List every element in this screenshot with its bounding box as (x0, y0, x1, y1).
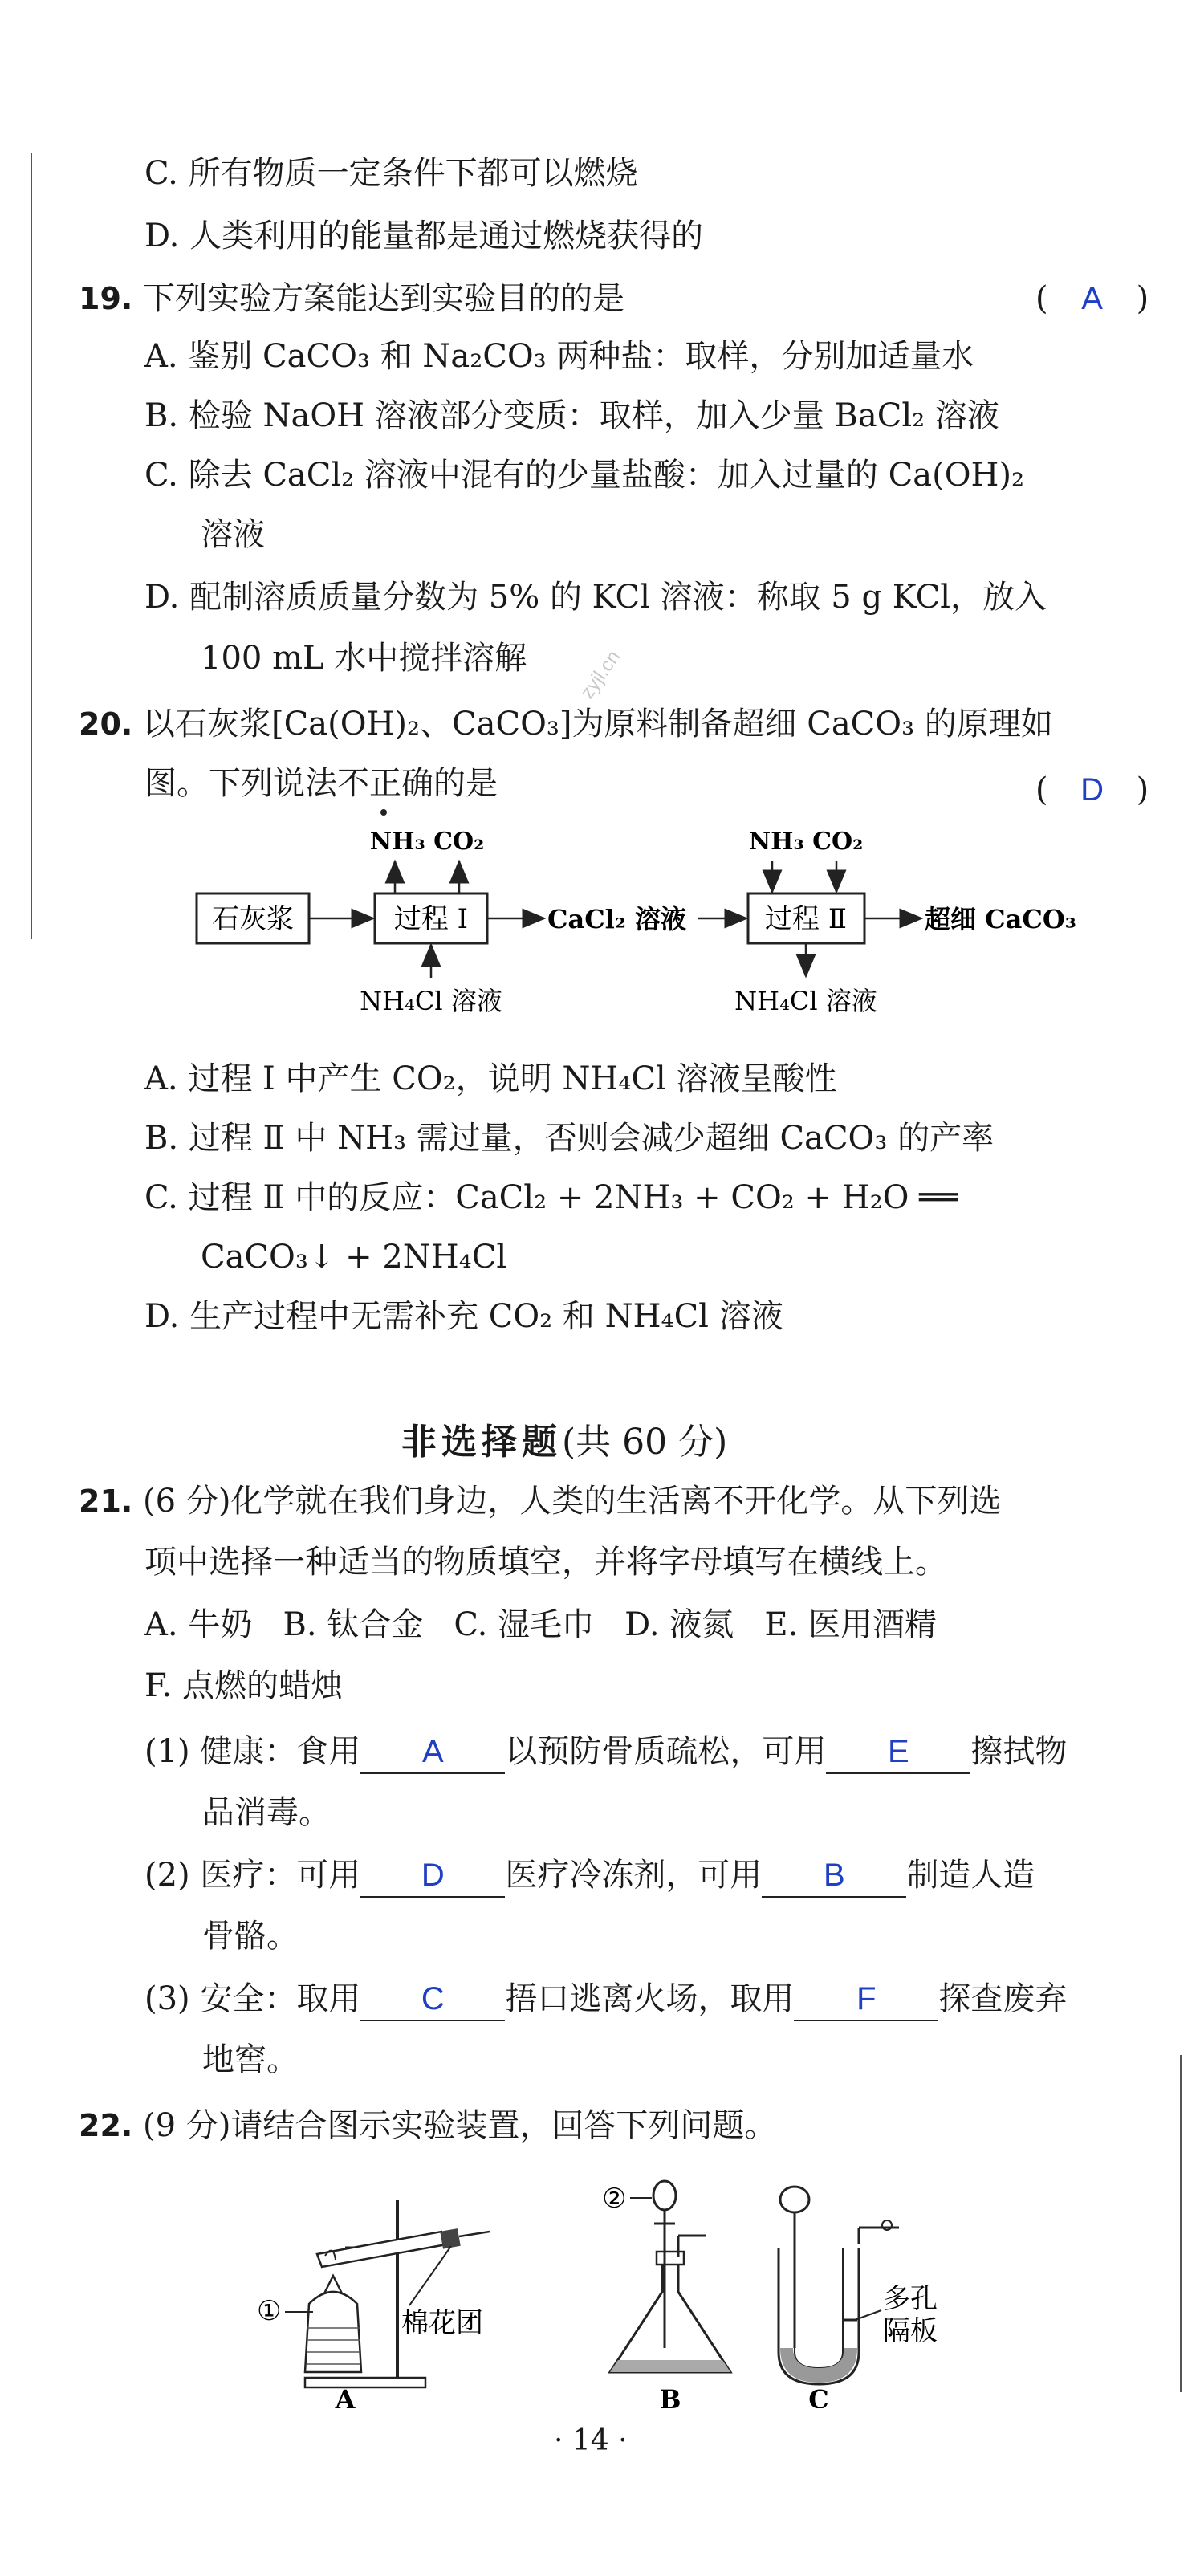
end-label: 超细 CaCO₃ (925, 904, 1076, 934)
apparatus-c (779, 2187, 899, 2384)
q21-part2-c: 制造人造 (906, 1857, 1035, 1894)
left-margin-rule (31, 153, 32, 939)
q21-part2-cont: 骨骼。 (202, 1918, 299, 1955)
q20-answer: D (1080, 772, 1104, 808)
process1-bottom-label: NH₄Cl 溶液 (360, 986, 502, 1016)
q21-part2-a: (2) 医疗：可用 (144, 1857, 361, 1894)
caption-b: B (659, 2384, 681, 2408)
q20-stem-text-1: 以石灰浆[Ca(OH)₂、CaCO₃]为原料制备超细 CaCO₃ 的原理如 (143, 706, 1053, 743)
label-cotton: 棉花团 (401, 2307, 483, 2339)
q20-option-a: A. 过程 Ⅰ 中产生 CO₂，说明 NH₄Cl 溶液呈酸性 (144, 1060, 837, 1097)
right-margin-rule (1180, 2055, 1182, 2392)
q21-choices-2: F. 点燃的蜡烛 (144, 1667, 343, 1704)
q21-part2-blank1[interactable]: D (360, 1859, 505, 1898)
section-title-text: 非选择题 (401, 1422, 562, 1463)
q19-option-c-1: C. 除去 CaCl₂ 溶液中混有的少量盐酸：加入过量的 Ca(OH)₂ (144, 457, 1025, 494)
q19-stem (79, 278, 624, 319)
q18-option-d: D. 人类利用的能量都是通过燃烧获得的 (144, 218, 704, 254)
q21-part3-blank2[interactable]: F (794, 1983, 938, 2021)
q21-choices-1: A. 牛奶 B. 钛合金 C. 湿毛巾 D. 液氮 E. 医用酒精 (144, 1606, 938, 1643)
middle-label: CaCl₂ 溶液 (547, 904, 686, 934)
label-plate-2: 隔板 (883, 2315, 938, 2347)
process2-label: 过程 Ⅱ (765, 903, 847, 935)
q21-part1 (144, 1731, 1067, 1774)
q22-stem (79, 2105, 776, 2147)
q21-part3-c: 探查废弃 (938, 1980, 1068, 2017)
label-1: ① (257, 2295, 282, 2327)
q19-stem-text: 下列实验方案能达到实验目的的是 (143, 280, 625, 317)
label-plate-1: 多孔 (883, 2283, 938, 2315)
q19-answer: A (1081, 281, 1103, 316)
q21-part1-a: (1) 健康：食用 (144, 1733, 361, 1770)
q22-stem-text: (9 分)请结合图示实验装置，回答下列问题。 (143, 2107, 777, 2144)
caption-a: A (335, 2384, 356, 2408)
q20-answer-bracket: ( D ) (1035, 769, 1149, 811)
q21-part3-b: 捂口逃离火场，取用 (505, 1980, 795, 2017)
section-score: (共 60 分) (562, 1422, 728, 1463)
q21-part2 (144, 1854, 1035, 1898)
q20-stem-1 (79, 703, 1053, 745)
caption-c: C (808, 2384, 829, 2408)
page-number: · 14 · (554, 2424, 628, 2457)
q21-part1-blank1[interactable]: A (360, 1736, 505, 1774)
process2-bottom-label: NH₄Cl 溶液 (734, 986, 877, 1016)
q20-option-c-2: CaCO₃↓ + 2NH₄Cl (201, 1239, 507, 1276)
q19-option-a: A. 鉴别 CaCO₃ 和 Na₂CO₃ 两种盐：取样，分别加适量水 (144, 338, 974, 375)
q21-part3-cont: 地窖。 (202, 2041, 299, 2078)
start-label: 石灰浆 (212, 903, 294, 935)
q21-part2-b: 医疗冷冻剂，可用 (505, 1857, 763, 1894)
q19-answer-bracket: ( A ) (1035, 278, 1149, 319)
process1-top-label: NH₃ CO₂ (369, 828, 485, 856)
q19-option-c-2: 溶液 (201, 516, 265, 553)
q21-stem-2: 项中选择一种适当的物质填空，并将字母填写在横线上。 (144, 1544, 947, 1581)
q19-option-d-1: D. 配制溶质质量分数为 5% 的 KCl 溶液：称取 5 g KCl，放入 (144, 579, 1047, 616)
q21-part1-c: 擦拭物 (970, 1733, 1068, 1770)
q19-option-d-2: 100 mL 水中搅拌溶解 (201, 640, 527, 677)
q21-part2-blank2[interactable]: B (762, 1859, 906, 1898)
q21-stem-1 (79, 1480, 1001, 1522)
watermark: zyjl.cn (576, 646, 625, 703)
q22-apparatus-figure (241, 2167, 1043, 2408)
q19-option-b: B. 检验 NaOH 溶液部分变质：取样，加入少量 BaCl₂ 溶液 (144, 397, 999, 434)
q19-number: 19. (79, 281, 133, 316)
q20-option-d: D. 生产过程中无需补充 CO₂ 和 NH₄Cl 溶液 (144, 1298, 783, 1335)
apparatus-b (610, 2181, 730, 2372)
label-2: ② (602, 2183, 627, 2215)
q21-part3-blank1[interactable]: C (360, 1983, 505, 2021)
apparatus-a (305, 2200, 490, 2387)
q18-option-c: C. 所有物质一定条件下都可以燃烧 (144, 155, 638, 192)
q20-number: 20. (79, 706, 133, 742)
q22-number: 22. (79, 2108, 133, 2143)
q21-stem-text-1: (6 分)化学就在我们身边，人类的生活离不开化学。从下列选 (143, 1483, 1002, 1520)
q20-flow-diagram (185, 817, 1148, 1034)
q21-part3 (144, 1978, 1067, 2021)
q20-stem-2: 图。下列说法不正确的是 (144, 765, 498, 802)
q21-part1-b: 以预防骨质疏松，可用 (505, 1733, 827, 1770)
q21-part1-blank2[interactable]: E (826, 1736, 970, 1774)
section-title (401, 1413, 727, 1464)
process1-label: 过程 Ⅰ (393, 903, 469, 935)
q21-part3-a: (3) 安全：取用 (144, 1980, 361, 2017)
process2-top-label: NH₃ CO₂ (748, 828, 864, 856)
q20-option-b: B. 过程 Ⅱ 中 NH₃ 需过量，否则会减少超细 CaCO₃ 的产率 (144, 1120, 995, 1157)
q21-number: 21. (79, 1483, 133, 1519)
emphasis-dot (380, 809, 387, 816)
q20-option-c-1: C. 过程 Ⅱ 中的反应：CaCl₂ + 2NH₃ + CO₂ + H₂O ══ (144, 1179, 958, 1216)
q21-part1-cont: 品消毒。 (202, 1794, 331, 1831)
